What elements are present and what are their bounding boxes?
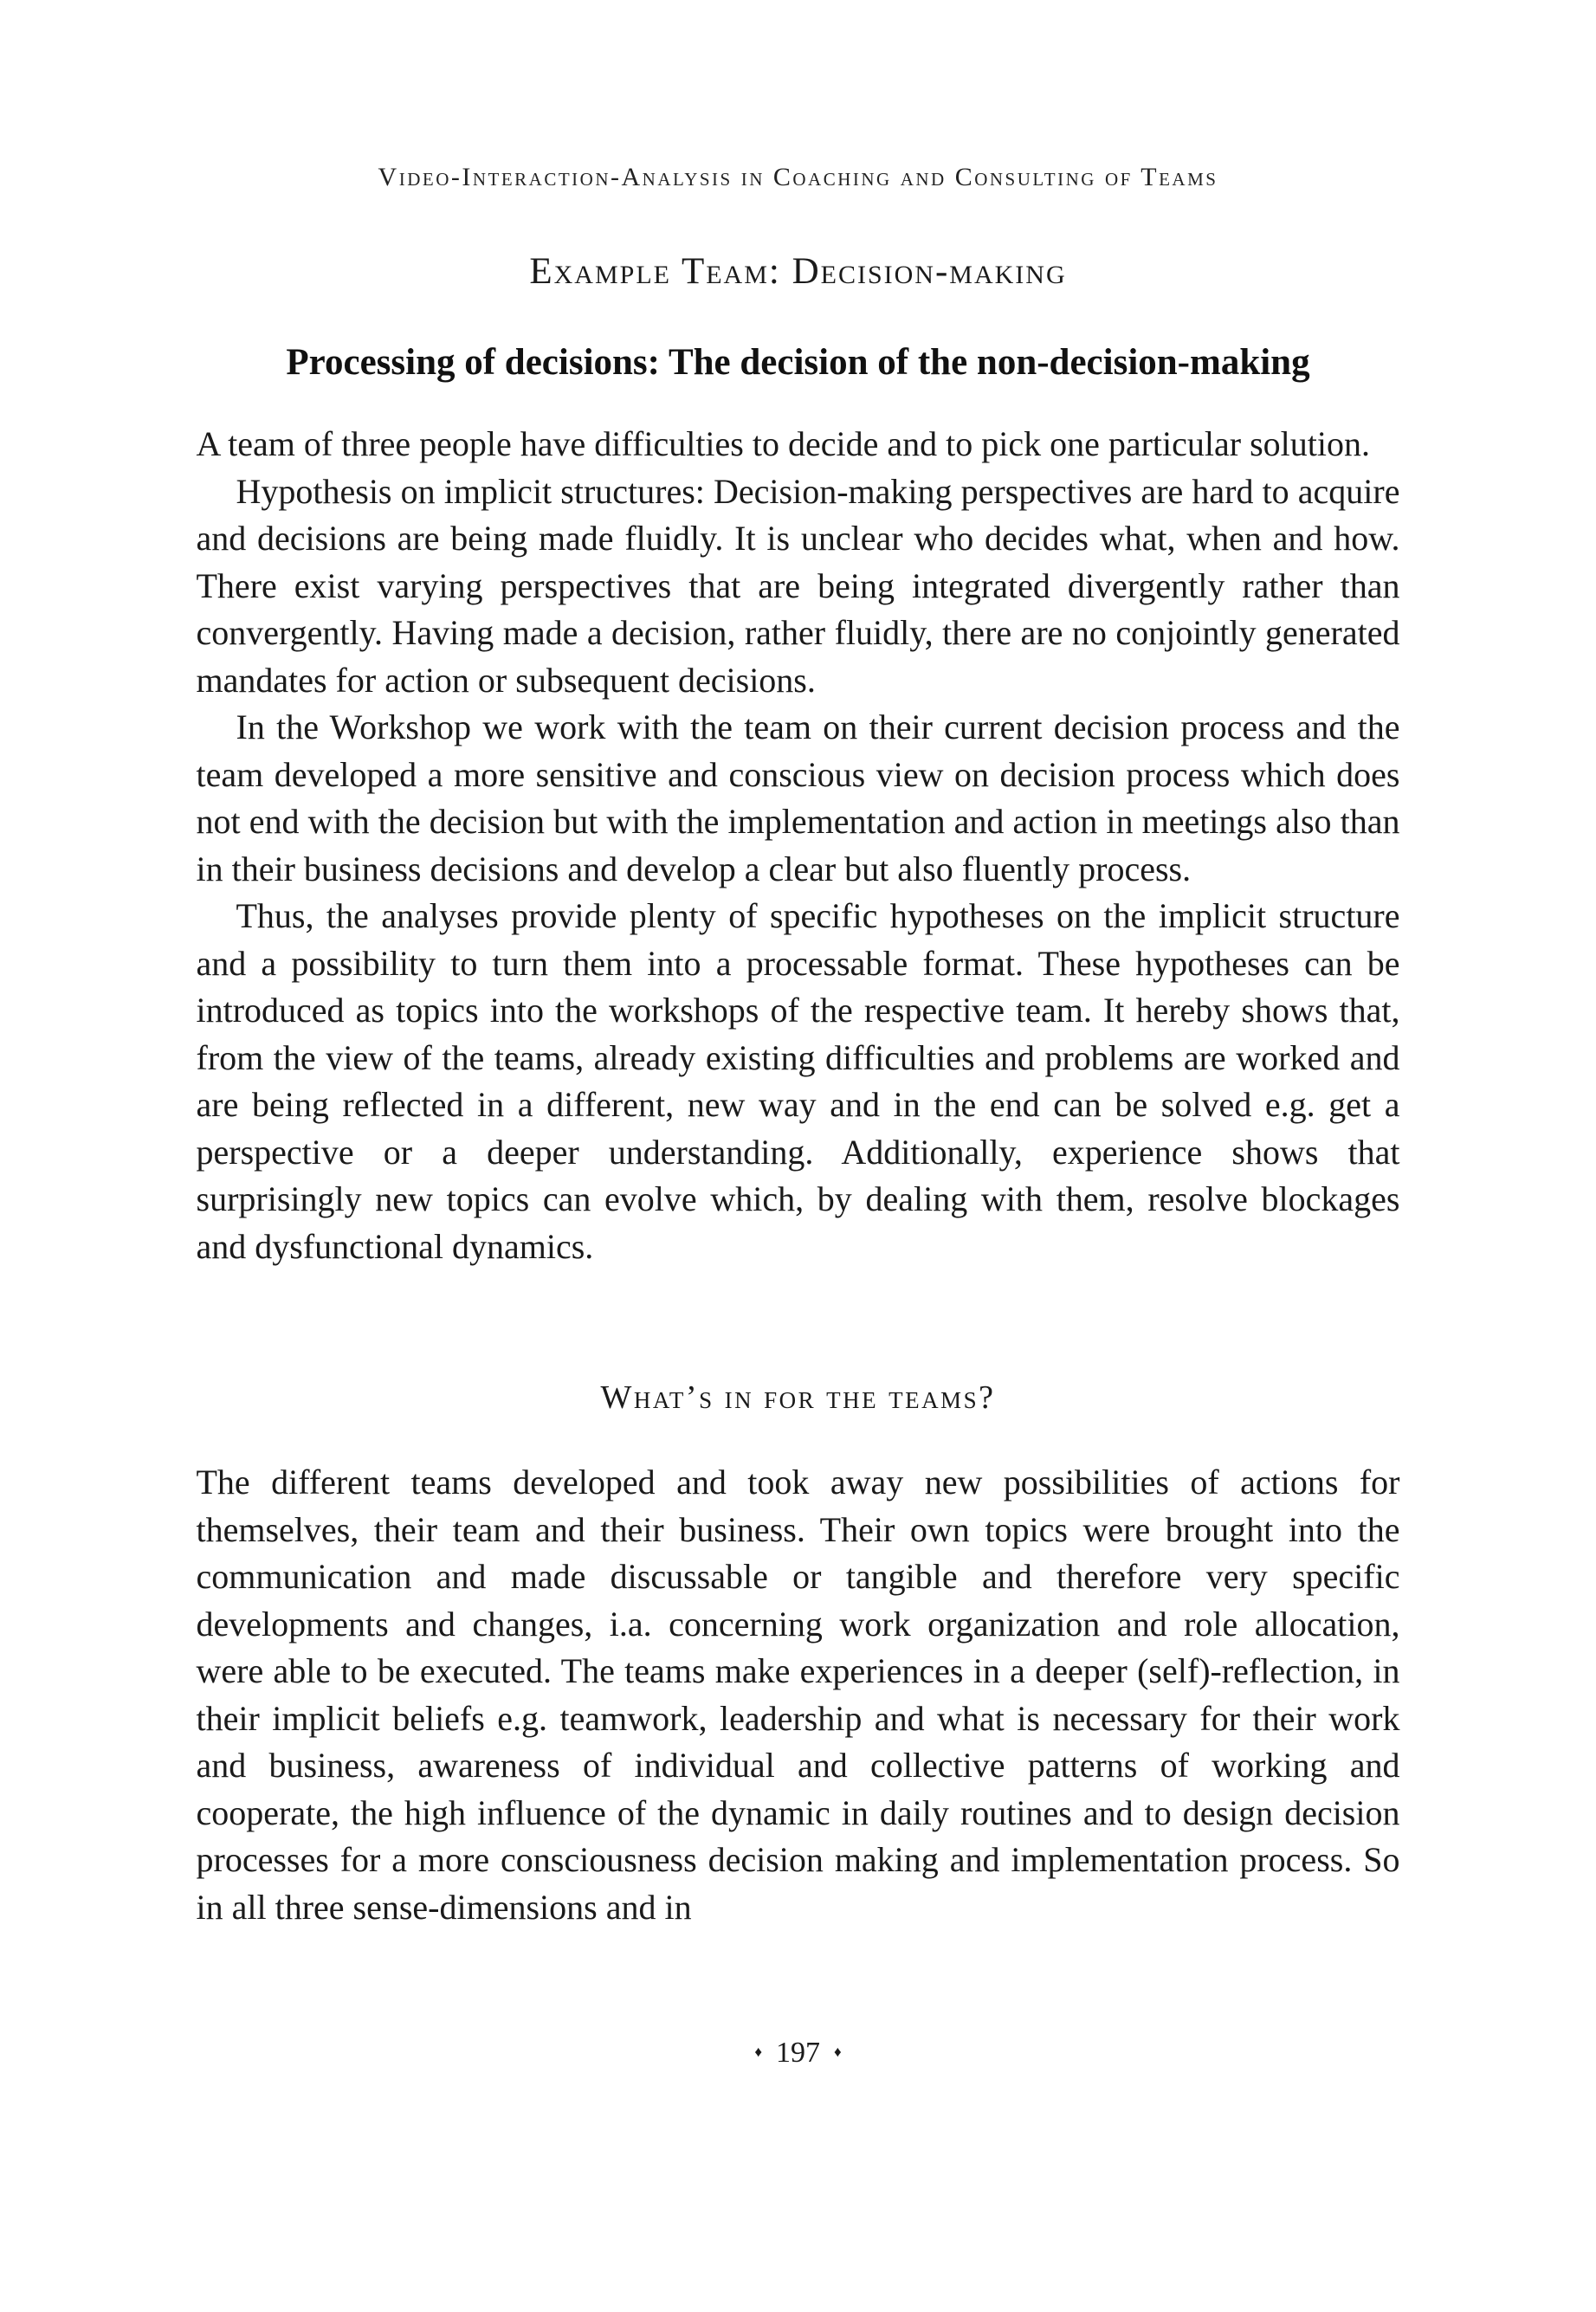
diamond-ornament-icon: ♦ [834,2044,842,2060]
paragraph: In the Workshop we work with the team on their current decision process and the team developed a more sensitive and conscious view on decision process which does not end with the decision but with the implementation and action in meetings also than in their business decisions and develop a clear but also fluently process. [196,707,1400,888]
body-section-2 [197,1459,1400,1931]
subsection-title: Processing of decisions: The decision of the non-decision-making [286,342,1310,383]
body-section-1 [197,421,1400,1270]
section-title: Example Team: Decision-making [529,251,1067,292]
diamond-ornament-icon: ♦ [754,2044,762,2060]
page-number: 197 [776,2037,820,2069]
paragraph: The different teams developed and took away new possibilities of actions for themselves, their team and their business. Their own topics were brought into the communication and made discussable or tangible and therefore very specific developments and changes, i.a. concerning work organization and role allocation, were able to be executed. The teams make experiences in a deeper (self)-reflection, in their implicit beliefs e.g. teamwork, leadership and what is necessary for their work and business, awareness of individual and collective patterns of working and cooperate, the high influence of the dynamic in daily routines and to design decision processes for a more consciousness decision making and implementation process. So in all three sense-dimensions and in [196,1463,1400,1927]
paragraph: Thus, the analyses provide plenty of specific hypotheses on the implicit structure and a possibility to turn them into a processable format. These hypotheses can be introduced as topics into the workshops of the respective team. It hereby shows that, from the view of the teams, already existing difficulties and problems are worked and are being reflected in a different, new way and in the end can be solved e.g. get a perspective or a deeper understanding. Additionally, experience shows that surprisingly new topics can evolve which, by dealing with them, resolve blockages and dysfunctional dynamics. [196,896,1400,1266]
subheading: What’s in for the teams? [600,1379,996,1416]
paragraph: Hypothesis on implicit structures: Decision-making perspectives are hard to acquire and decisions are being made fluidly. It is unclear who decides what, when and how. There exist varying perspectives that are being integrated divergently rather than convergently. Having made a decision, rather fluidly, there are no conjointly generated mandates for action or subsequent decisions. [196,471,1400,700]
running-header: Video-Interaction-Analysis in Coaching and Consulting of Teams [378,163,1218,191]
page-footer [197,2035,1400,2070]
paragraph: A team of three people have difficulties to decide and to pick one particular solution. [196,424,1370,463]
